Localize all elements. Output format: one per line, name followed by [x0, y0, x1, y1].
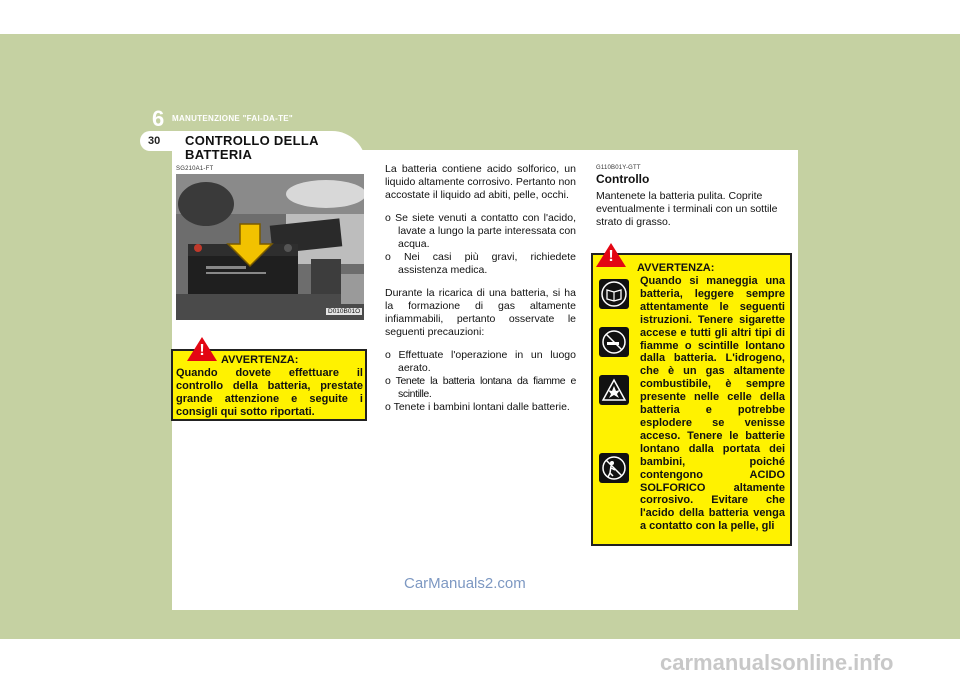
paragraph-acid: La batteria contiene acido solforico, un liquido altamente corrosivo. Pertanto non accostate il liquido ad abiti, pelle, occhi.: [385, 163, 576, 201]
battery-photo: [176, 174, 364, 320]
paragraph-charging: Durante la ricarica di una batteria, si ha la formazione di gas altamente infiammabili, pertanto osservate le seguenti precauzioni:: [385, 287, 576, 338]
bullet-item: o Nei casi più gravi, richiedete assistenza medica.: [385, 251, 576, 276]
bullet-item: o Effettuate l'operazione in un luogo aerato.: [385, 349, 576, 374]
right-section-code: G110B01Y-GTT: [596, 165, 641, 171]
section-title-line1: CONTROLLO DELLA: [185, 133, 319, 148]
middle-column: [385, 163, 576, 414]
no-smoking-icon: [599, 327, 629, 357]
battery-photo-illustration: [176, 174, 364, 320]
warning-triangle-icon: !: [187, 337, 217, 361]
watermark-footer: carmanualsonline.info: [660, 650, 894, 675]
manual-book-icon: [599, 279, 629, 309]
right-text: Mantenete la batteria pulita. Coprite eventualmente i terminali con un sottile strato di grasso.: [596, 190, 778, 228]
section-code: SG210A1-FT: [176, 166, 214, 172]
explosion-icon: [599, 375, 629, 405]
section-title-line2: BATTERIA: [185, 147, 253, 162]
chapter-title: MANUTENZIONE "FAI-DA-TE": [172, 114, 294, 123]
bullet-item: o Se siete venuti a contatto con l'acido, lavate a lungo la parte interessata con acqua.: [385, 212, 576, 250]
section-title: [185, 134, 365, 162]
warning-right-text: Quando si maneggia una batteria, leggere sempre attentamente le seguenti istruzioni. Tenere sigarette accese e tutti gli altri tipi di fiamme o scintille lontano dalla batteria. L'idrogeno, che è un gas altamente combustibile, è sempre presente nelle celle della batteria e potrebbe esplodere se venisse acceso. Tenere le batterie lontano dalla portata dei bambini, poiché contengono ACIDO SOLFORICO altamente corrosivo. Evitare che l'acido della batteria venga a contatto con la pelle, gli: [640, 275, 785, 533]
chapter-number: 6: [152, 106, 165, 131]
warning-triangle-icon: !: [596, 243, 626, 267]
warning-left-text: Quando dovete effettuare il controllo della batteria, prestate grande attenzione e seguite i consigli qui sotto riportati.: [176, 367, 363, 418]
right-heading: Controllo: [596, 172, 650, 186]
watermark-center: CarManuals2.com: [404, 575, 526, 592]
warning-left-title: AVVERTENZA:: [221, 354, 299, 366]
bullet-item: o Tenete i bambini lontani dalle batterie.: [385, 401, 570, 413]
no-children-icon: [599, 453, 629, 483]
warning-right-title: AVVERTENZA:: [637, 262, 715, 274]
page-number: 30: [148, 135, 161, 147]
warning-box-left: [171, 342, 367, 421]
warning-box-right: [591, 248, 792, 546]
bullet-item: o Tenete la batteria lontana da fiamme e scintille.: [385, 375, 576, 400]
photo-code: D010B01O: [328, 308, 361, 315]
